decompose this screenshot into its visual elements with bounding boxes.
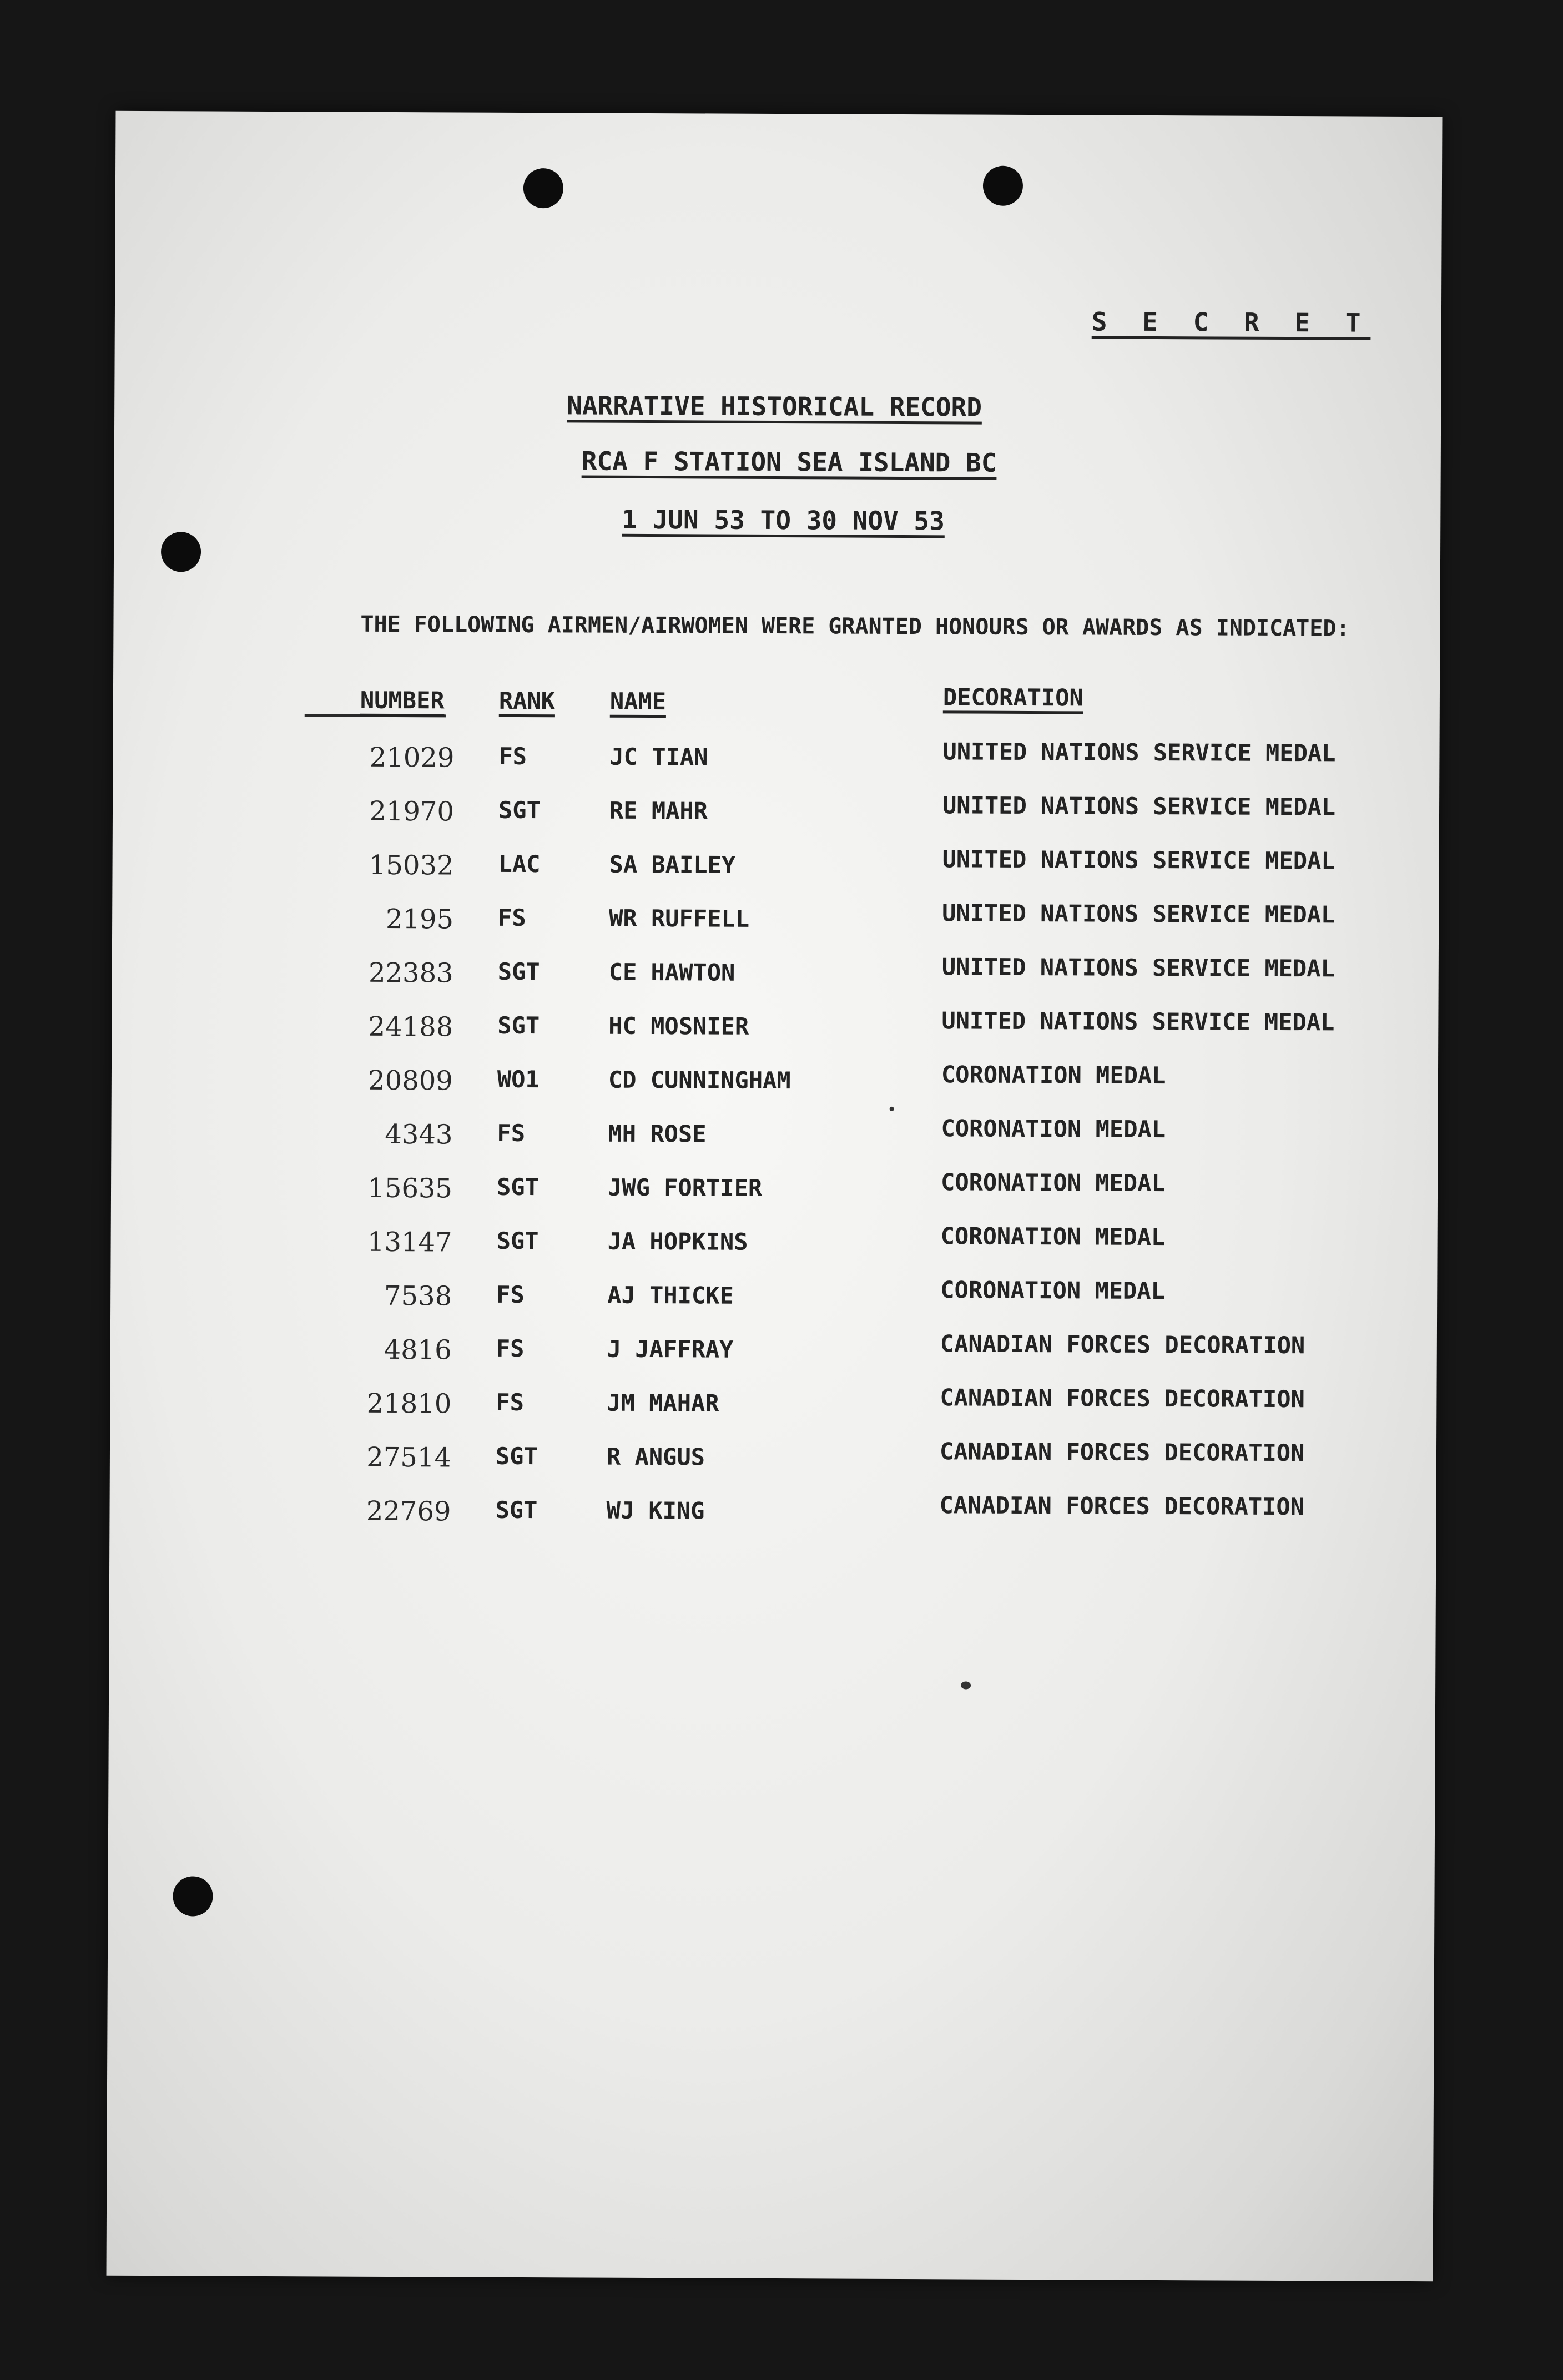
row-decoration: CORONATION MEDAL	[940, 1222, 1166, 1251]
unit-name: RCA F STATION SEA ISLAND BC	[581, 446, 997, 478]
row-name: JA HOPKINS	[607, 1227, 748, 1255]
row-number: 21810	[366, 1388, 452, 1420]
document-page	[107, 111, 1443, 2281]
row-rank: SGT	[497, 957, 540, 986]
row-name: CD CUNNINGHAM	[608, 1066, 791, 1095]
row-name: MH ROSE	[608, 1120, 707, 1148]
row-decoration: CANADIAN FORCES DECORATION	[939, 1491, 1305, 1521]
row-decoration: CORONATION MEDAL	[940, 1276, 1165, 1305]
row-name: SA BAILEY	[609, 850, 736, 879]
header-rank: RANK	[498, 687, 556, 715]
row-rank: WO1	[497, 1065, 540, 1093]
row-rank: SGT	[495, 1496, 538, 1524]
header-number: NUMBER	[360, 686, 445, 714]
number-column-rule	[305, 714, 446, 717]
row-name: WJ KING	[606, 1496, 705, 1525]
classification-label: S E C R E T	[1091, 306, 1371, 338]
row-decoration: UNITED NATIONS SERVICE MEDAL	[942, 738, 1336, 767]
punch-hole-top-left	[523, 168, 563, 208]
row-name: JWG FORTIER	[607, 1173, 763, 1202]
row-decoration: CANADIAN FORCES DECORATION	[940, 1330, 1305, 1359]
document-title: NARRATIVE HISTORICAL RECORD	[567, 390, 982, 422]
punch-hole-top-right	[983, 166, 1023, 206]
row-decoration: CORONATION MEDAL	[941, 1061, 1166, 1090]
punch-hole-left-upper	[161, 532, 201, 572]
row-number: 21970	[369, 795, 455, 828]
row-number: 27514	[366, 1441, 452, 1474]
row-name: JC TIAN	[609, 743, 708, 771]
row-decoration: UNITED NATIONS SERVICE MEDAL	[942, 791, 1336, 821]
row-rank: FS	[497, 1119, 526, 1147]
row-name: JM MAHAR	[607, 1389, 719, 1417]
row-rank: SGT	[496, 1227, 539, 1255]
ink-speck	[890, 1107, 894, 1111]
row-decoration: UNITED NATIONS SERVICE MEDAL	[941, 1007, 1335, 1036]
row-number: 4343	[385, 1118, 453, 1151]
header-name: NAME	[609, 687, 667, 715]
row-number: 24188	[368, 1011, 453, 1043]
row-rank: LAC	[498, 850, 541, 878]
punch-hole-left-lower	[173, 1876, 213, 1916]
row-name: R ANGUS	[606, 1443, 705, 1471]
row-decoration: UNITED NATIONS SERVICE MEDAL	[942, 899, 1335, 929]
row-number: 22769	[366, 1495, 451, 1527]
row-rank: FS	[498, 742, 527, 770]
row-rank: FS	[498, 904, 526, 932]
row-number: 20809	[368, 1065, 453, 1097]
row-number: 7538	[384, 1280, 452, 1312]
ink-smudge	[961, 1681, 971, 1689]
header-decoration: DECORATION	[942, 683, 1083, 712]
row-number: 2195	[385, 903, 454, 935]
row-number: 13147	[367, 1226, 452, 1258]
row-rank: SGT	[495, 1442, 538, 1470]
row-number: 21029	[369, 742, 455, 774]
report-period: 1 JUN 53 TO 30 NOV 53	[622, 504, 945, 536]
row-decoration: CANADIAN FORCES DECORATION	[940, 1384, 1305, 1413]
intro-statement: THE FOLLOWING AIRMEN/AIRWOMEN WERE GRANTED HONOURS OR AWARDS AS INDICATED:	[360, 611, 1350, 642]
row-decoration: CANADIAN FORCES DECORATION	[939, 1438, 1305, 1467]
row-name: HC MOSNIER	[608, 1012, 749, 1040]
row-name: RE MAHR	[609, 796, 708, 825]
row-name: AJ THICKE	[607, 1281, 734, 1309]
row-name: CE HAWTON	[608, 958, 735, 986]
row-number: 15635	[367, 1172, 453, 1204]
row-name: WR RUFFELL	[609, 904, 750, 932]
row-name: J JAFFRAY	[607, 1335, 734, 1363]
row-rank: FS	[496, 1280, 525, 1309]
row-rank: FS	[496, 1334, 525, 1363]
row-decoration: CORONATION MEDAL	[941, 1115, 1166, 1143]
row-number: 4816	[384, 1334, 452, 1366]
row-decoration: UNITED NATIONS SERVICE MEDAL	[941, 953, 1335, 982]
row-rank: SGT	[497, 1011, 540, 1040]
row-decoration: UNITED NATIONS SERVICE MEDAL	[942, 845, 1335, 875]
row-rank: SGT	[496, 1173, 540, 1201]
row-decoration: CORONATION MEDAL	[941, 1168, 1166, 1197]
row-rank: SGT	[498, 796, 541, 824]
row-rank: FS	[496, 1388, 525, 1416]
row-number: 22383	[368, 957, 453, 989]
row-number: 15032	[369, 849, 454, 881]
